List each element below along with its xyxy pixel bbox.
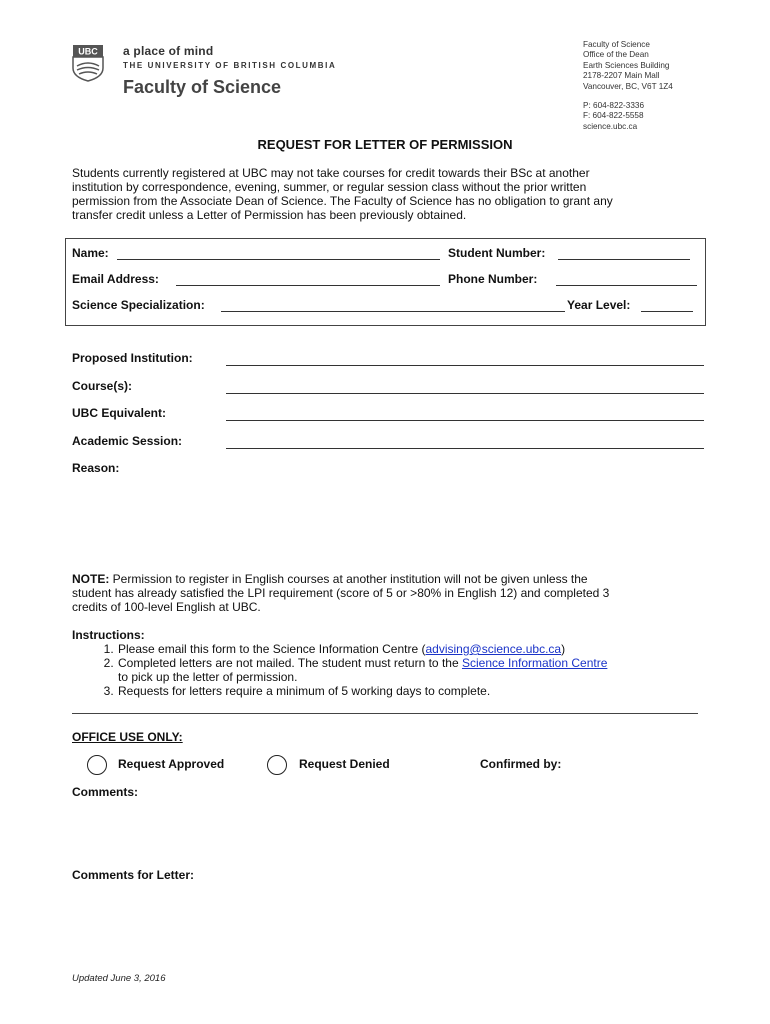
intro-line: institution by correspondence, evening, summer, or regular session class without the prior written	[72, 180, 587, 194]
logo-text: UBC	[78, 46, 98, 57]
note-paragraph	[72, 572, 712, 614]
student-number-field[interactable]	[558, 259, 690, 260]
instructions	[72, 628, 607, 698]
instruction-text: Please email this form to the Science Information Centre (	[118, 642, 426, 656]
comments-for-letter-field[interactable]	[72, 885, 704, 960]
science-info-centre-link[interactable]: Science Information Centre	[461, 656, 608, 670]
office-use-title: OFFICE USE ONLY:	[72, 730, 183, 744]
comments-label: Comments:	[72, 785, 139, 799]
comments-field[interactable]	[72, 802, 704, 862]
address-line: Faculty of Science	[583, 40, 650, 49]
email-field[interactable]	[176, 285, 440, 286]
proposed-institution-label: Proposed Institution:	[72, 351, 193, 365]
courses-label: Course(s):	[72, 379, 133, 393]
student-info-box	[65, 238, 706, 326]
instruction-text: )	[561, 642, 566, 656]
note-line: student has already satisfied the LPI requirement (score of 5 or >80% in English 12) and completed 3	[72, 586, 610, 600]
student-number-label: Student Number:	[448, 246, 546, 260]
proposed-institution-field[interactable]	[226, 365, 704, 366]
phone-number: P: 604-822-3336	[583, 101, 644, 111]
address-line: 2178-2207 Main Mall	[583, 71, 660, 81]
section-divider	[72, 713, 698, 714]
address-line: Vancouver, BC, V6T 1Z4	[583, 81, 673, 91]
instruction-text: Completed letters are not mailed. The student must return to the	[118, 656, 462, 670]
page-title: REQUEST FOR LETTER OF PERMISSION	[257, 137, 513, 152]
ubc-equivalent-field[interactable]	[226, 420, 704, 421]
updated-date: Updated June 3, 2016	[72, 973, 166, 984]
faculty-name: Faculty of Science	[123, 77, 282, 97]
phone-field[interactable]	[556, 285, 697, 286]
advising-email-link[interactable]: advising@science.ubc.ca	[425, 642, 562, 656]
request-denied-radio[interactable]	[267, 755, 287, 775]
request-approved-radio[interactable]	[87, 755, 107, 775]
note-prefix: NOTE:	[72, 572, 110, 586]
instruction-item	[117, 642, 607, 656]
reason-field[interactable]	[72, 478, 704, 564]
intro-line: Students currently registered at UBC may not take courses for credit towards their BSc at another	[72, 166, 590, 180]
courses-field[interactable]	[226, 393, 704, 394]
instruction-item	[117, 656, 607, 684]
office-address	[583, 40, 673, 132]
note-line: Permission to register in English courses at another institution will not be given unless the	[109, 572, 588, 586]
specialization-label: Science Specialization:	[72, 298, 205, 312]
intro-line: transfer credit unless a Letter of Permission has been previously obtained.	[72, 208, 467, 222]
name-label: Name:	[72, 246, 109, 260]
intro-paragraph	[72, 166, 712, 222]
academic-session-field[interactable]	[226, 448, 704, 449]
note-line: credits of 100-level English at UBC.	[72, 600, 261, 614]
tagline: a place of mind	[123, 44, 214, 58]
academic-session-label: Academic Session:	[72, 434, 183, 448]
request-denied-label: Request Denied	[299, 757, 390, 771]
specialization-field[interactable]	[221, 311, 565, 312]
ubc-equivalent-label: UBC Equivalent:	[72, 406, 167, 420]
instructions-title: Instructions:	[72, 628, 145, 642]
year-level-field[interactable]	[641, 311, 693, 312]
name-field[interactable]	[117, 259, 440, 260]
instruction-text: to pick up the letter of permission.	[118, 670, 298, 684]
phone-label: Phone Number:	[448, 272, 538, 286]
comments-for-letter-label: Comments for Letter:	[72, 868, 195, 882]
address-line: Earth Sciences Building	[583, 60, 670, 70]
fax-number: F: 604-822-5558	[583, 111, 644, 121]
instruction-item: 3. Requests for letters require a minimum of 5 working days to complete.	[117, 684, 607, 698]
year-level-label: Year Level:	[567, 298, 631, 312]
email-label: Email Address:	[72, 272, 159, 286]
ubc-crest-logo	[72, 44, 104, 82]
university-name: THE UNIVERSITY OF BRITISH COLUMBIA	[123, 61, 337, 70]
request-approved-label: Request Approved	[118, 757, 225, 771]
reason-label: Reason:	[72, 461, 120, 475]
website: science.ubc.ca	[583, 121, 638, 131]
address-line: Office of the Dean	[583, 50, 649, 60]
intro-line: permission from the Associate Dean of Science. The Faculty of Science has no obligation to grant any	[72, 194, 613, 208]
confirmed-by-label: Confirmed by:	[480, 757, 562, 771]
